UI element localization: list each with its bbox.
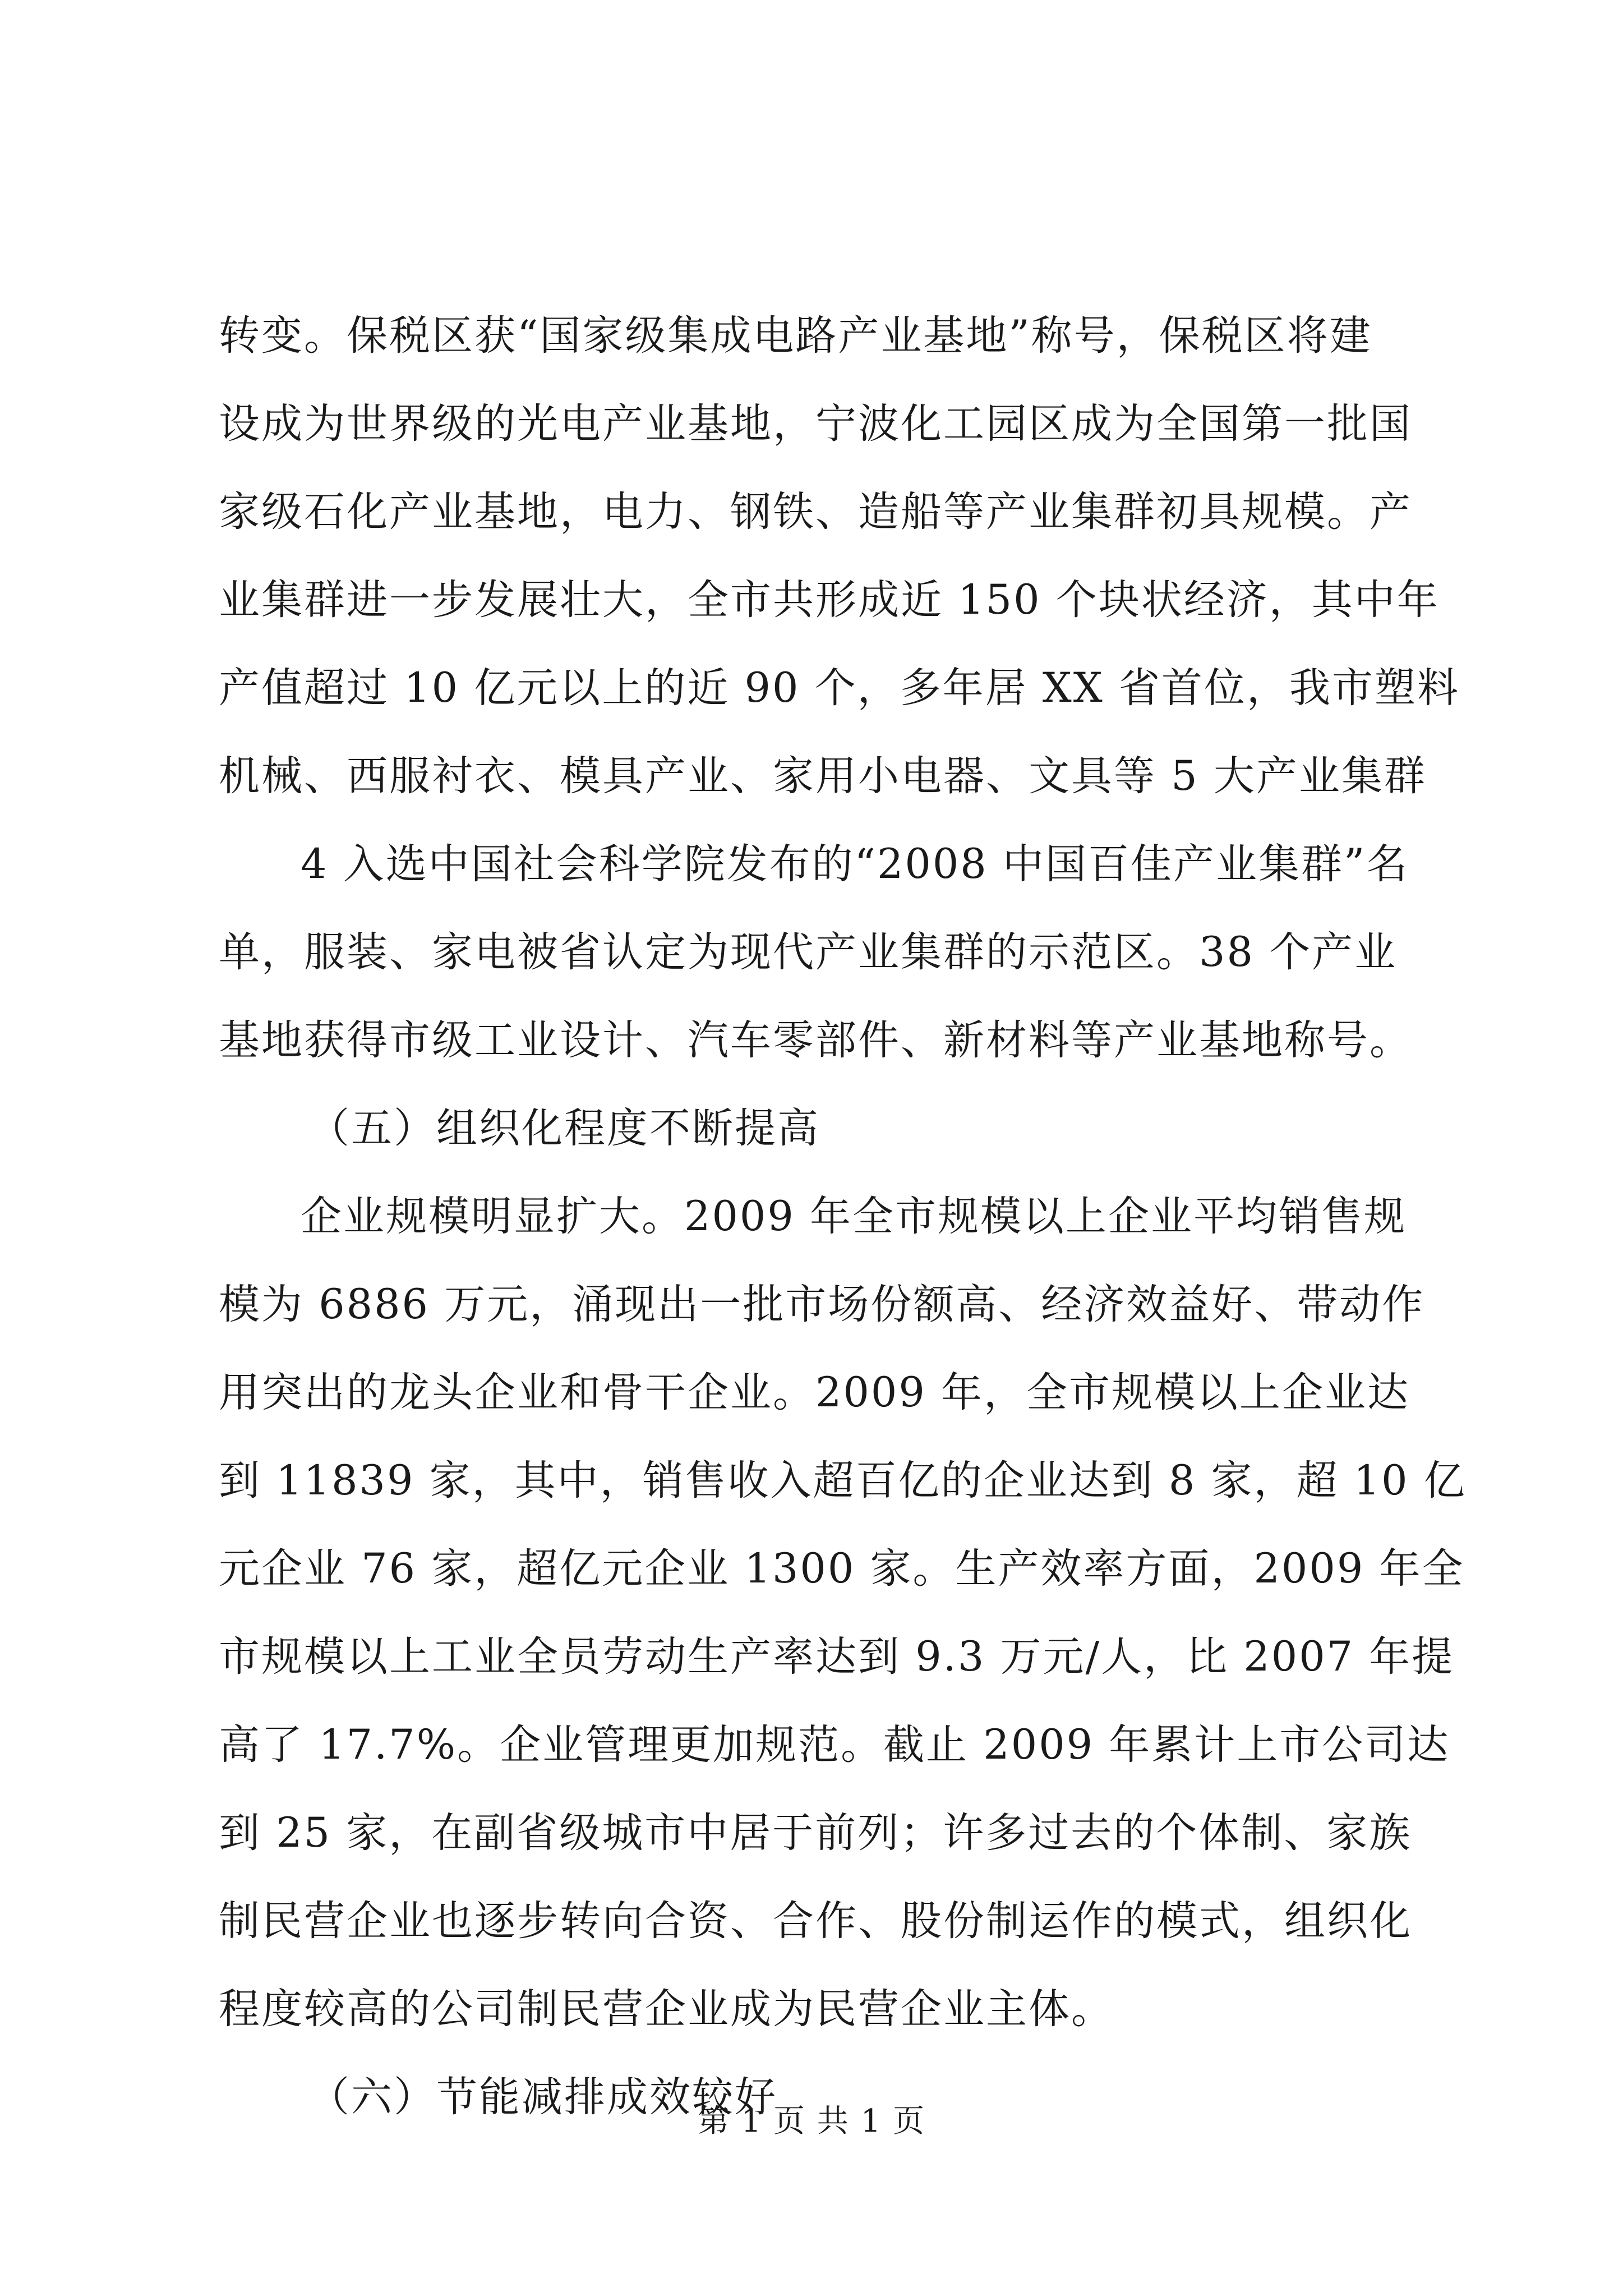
body-line-11: 企业规模明显扩大。2009 年全市规模以上企业平均销售规 [301,1193,1407,1240]
section-heading-6: （六）节能减排成效较好 [308,2073,777,2121]
section-heading-5: （五）组织化程度不断提高 [308,1105,820,1152]
body-line-19: 制民营企业也逐步转向合资、合作、股份制运作的模式，组织化 [219,1897,1412,1945]
body-line-13: 用突出的龙头企业和骨干企业。2009 年，全市规模以上企业达 [219,1369,1410,1416]
body-line-17: 高了 17.7%。企业管理更加规范。截止 2009 年累计上市公司达 [219,1721,1450,1769]
body-line-8: 单，服装、家电被省认定为现代产业集群的示范区。38 个产业 [219,928,1398,976]
body-line-14: 到 11839 家，其中，销售收入超百亿的企业达到 8 家，超 10 亿 [219,1457,1467,1504]
body-line-4: 业集群进一步发展壮大，全市共形成近 150 个块状经济，其中年 [219,576,1440,624]
body-line-3: 家级石化产业基地，电力、钢铁、造船等产业集群初具规模。产 [219,488,1412,536]
body-line-9: 基地获得市级工业设计、汽车零部件、新材料等产业基地称号。 [219,1016,1412,1064]
page-footer [0,2099,1623,2144]
body-line-16: 市规模以上工业全员劳动生产率达到 9.3 万元/人，比 2007 年提 [219,1633,1455,1681]
body-line-1: 转变。保税区获“国家级集成电路产业基地”称号，保税区将建 [219,312,1372,360]
body-line-5: 产值超过 10 亿元以上的近 90 个，多年居 XX 省首位，我市塑料 [219,664,1460,712]
page-number-label: 第 1 页 共 1 页 [697,2103,926,2139]
body-line-6: 机械、西服衬衣、模具产业、家用小电器、文具等 5 大产业集群 [219,752,1427,800]
body-line-2: 设成为世界级的光电产业基地，宁波化工园区成为全国第一批国 [219,400,1412,448]
document-body [219,292,1467,2141]
body-line-12: 模为 6886 万元，涌现出一批市场份额高、经济效益好、带动作 [219,1281,1425,1328]
body-line-7: 4 入选中国社会科学院发布的“2008 中国百佳产业集群”名 [301,840,1409,888]
body-line-20: 程度较高的公司制民营企业成为民营企业主体。 [219,1985,1114,2033]
body-line-18: 到 25 家，在副省级城市中居于前列；许多过去的个体制、家族 [219,1809,1412,1857]
body-line-15: 元企业 76 家，超亿元企业 1300 家。生产效率方面，2009 年全 [219,1545,1465,1593]
